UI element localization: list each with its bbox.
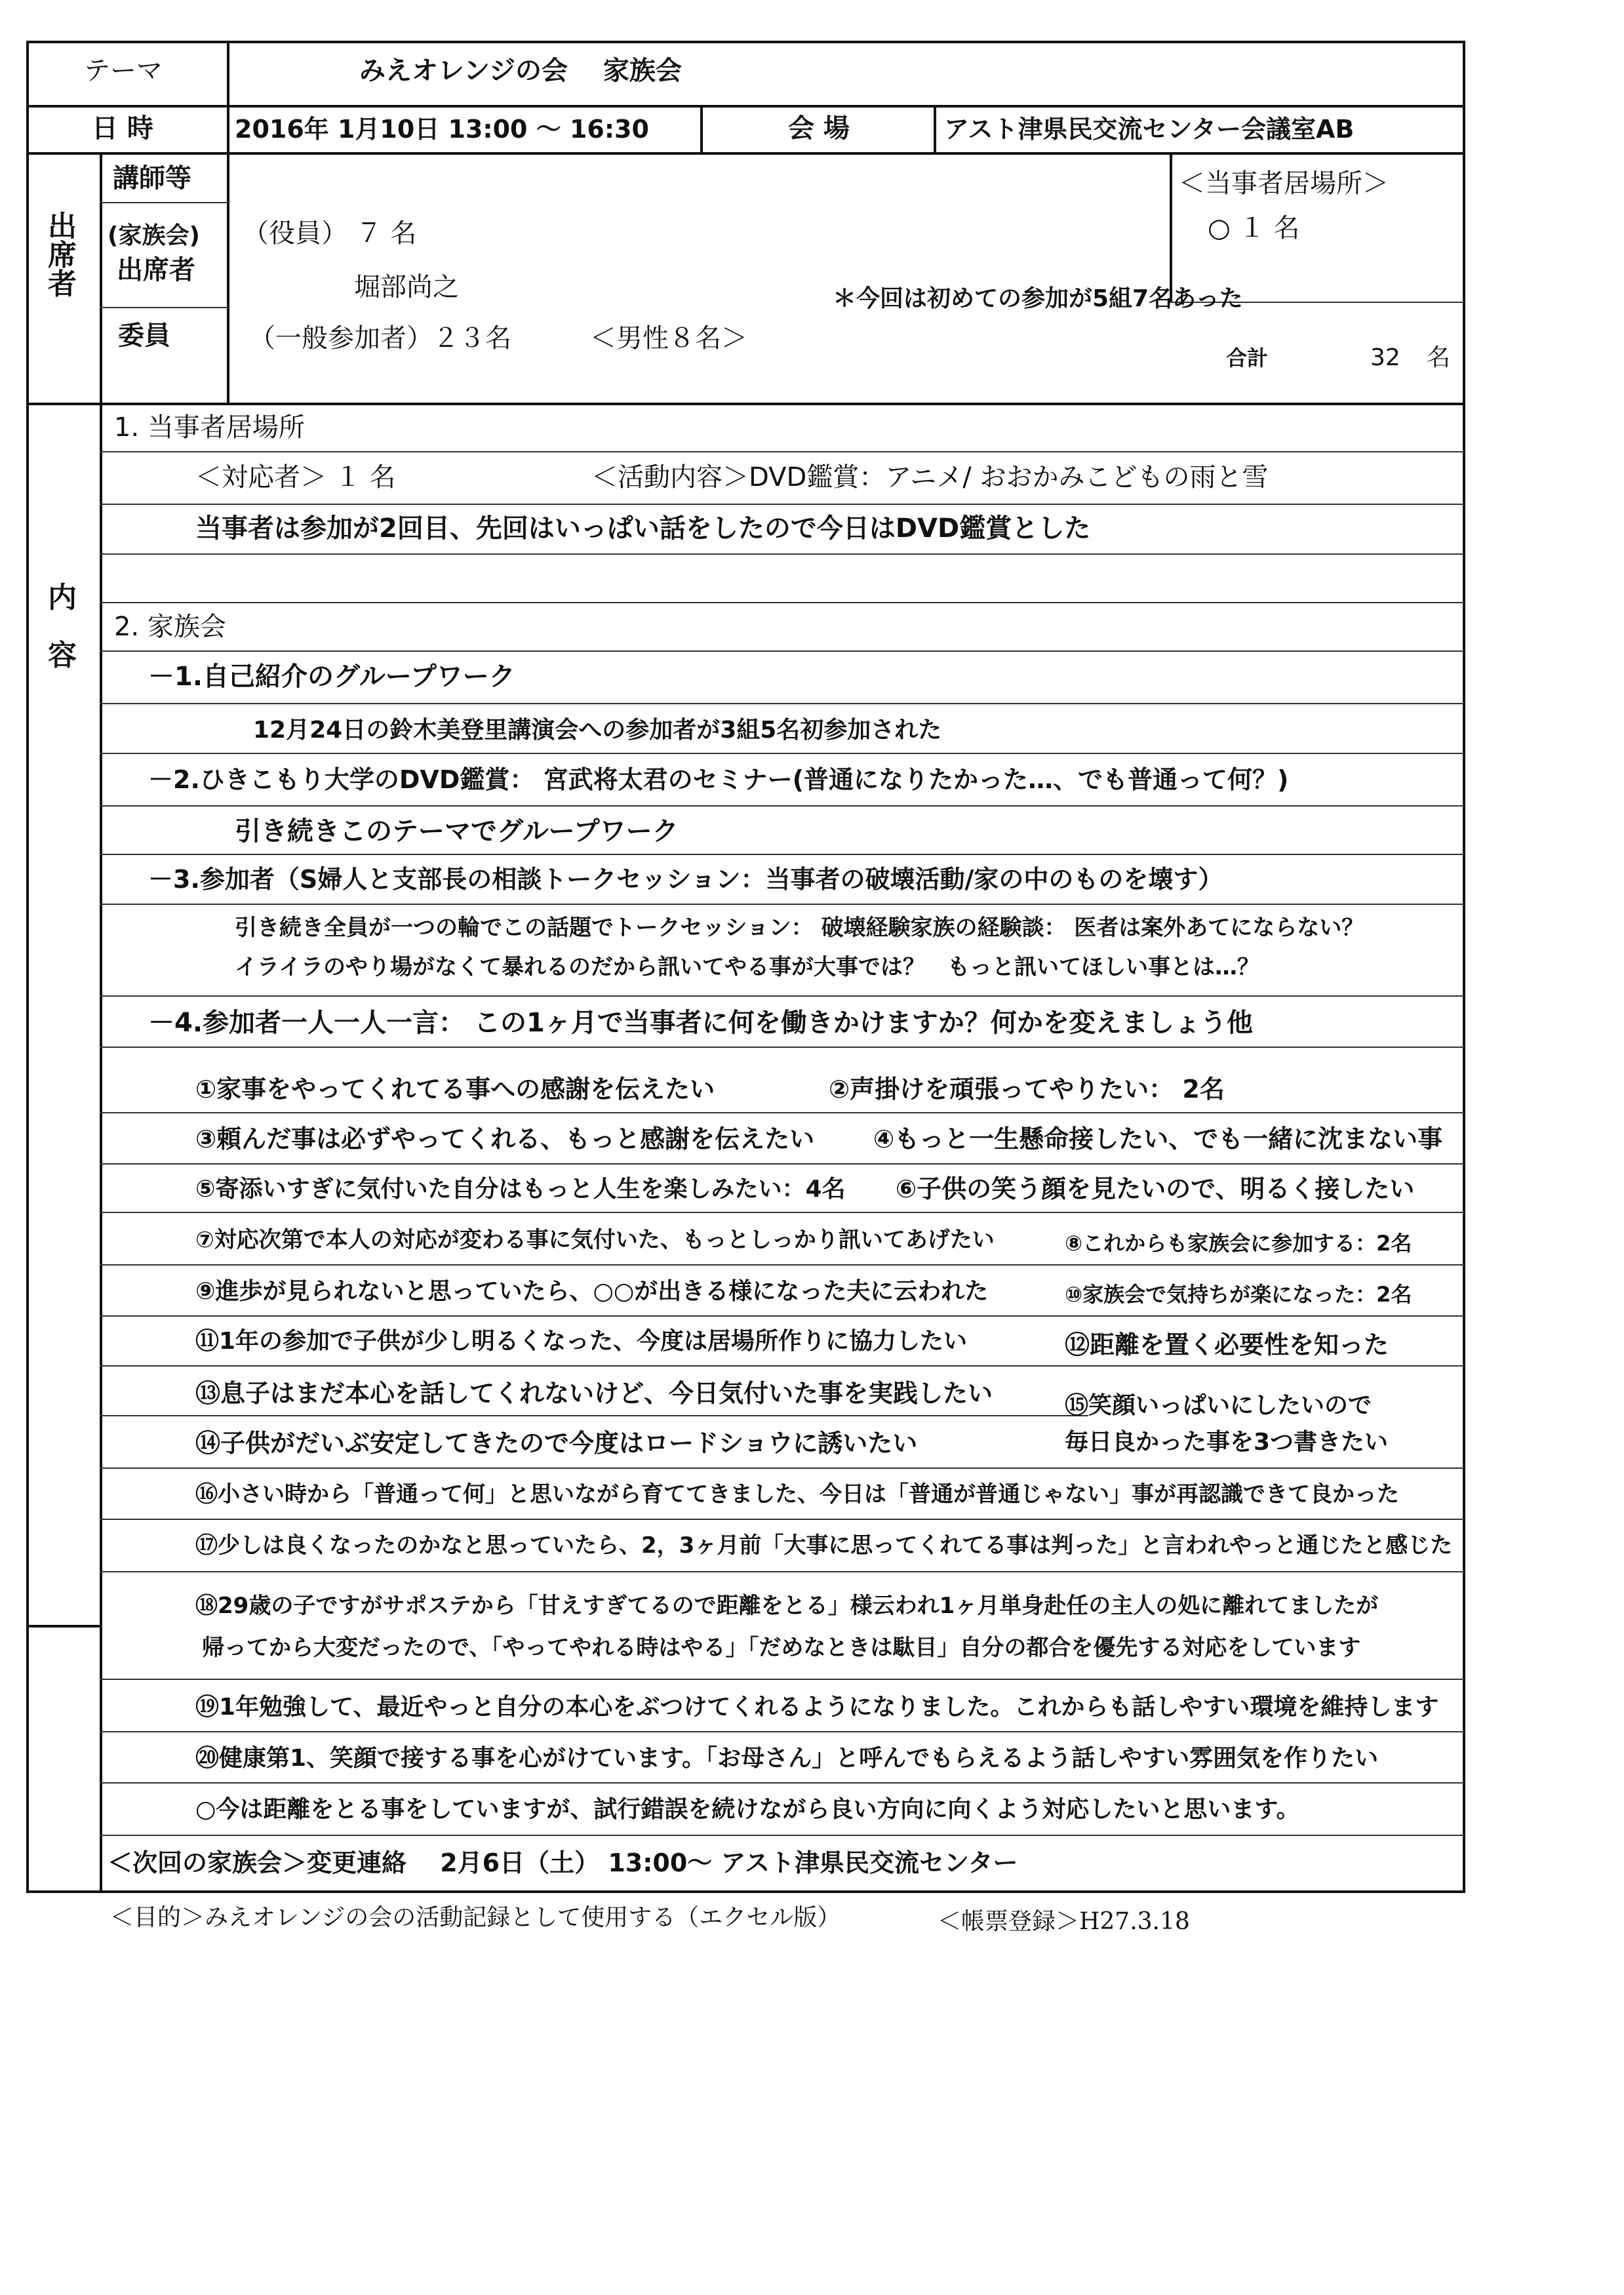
rule bbox=[100, 1212, 1465, 1213]
activity-content: ＜活動内容＞DVD鑑賞：アニメ/ おおかみこどもの雨と雪 bbox=[591, 462, 1269, 492]
rule bbox=[100, 451, 1465, 452]
comment-18-line-1: ⑱29歳の子ですがサポステから「甘えすぎてるので距離をとる」様云われ1ヶ月単身赴任の主人の処に離れてましたが bbox=[195, 1593, 1379, 1619]
comment-closing: ○今は距離をとる事をしていますが、試行錯誤を続けながら良い方向に向くよう対応したいと思います。 bbox=[195, 1796, 1300, 1823]
rule bbox=[100, 1415, 1088, 1416]
family-label-2: 出席者 bbox=[117, 255, 195, 285]
rule bbox=[700, 105, 703, 152]
item-1-heading: －1.自己紹介のグループワーク bbox=[148, 662, 515, 692]
rule bbox=[100, 1264, 1465, 1266]
comment-20: ⑳健康第1、笑顔で接する事を心がけています。「お母さん」と呼んでもらえるよう話しやすい雰囲気を作りたい bbox=[195, 1745, 1379, 1772]
rule bbox=[100, 1571, 1465, 1572]
comment-5: ⑤寄添いすぎに気付いた自分はもっと人生を楽しみたい：4名 bbox=[195, 1176, 846, 1203]
comment-4: ④もっと一生懸命接したい、でも一緒に沈まない事 bbox=[873, 1125, 1443, 1153]
rule bbox=[100, 1112, 1465, 1113]
rule bbox=[227, 41, 229, 152]
total-value: 32 bbox=[1370, 344, 1400, 371]
general-count: （一般参加者）２３名 bbox=[249, 323, 511, 353]
rule bbox=[100, 1315, 1465, 1317]
officers-count: （役員） ７ 名 bbox=[243, 218, 417, 249]
rule bbox=[100, 904, 1465, 905]
venue-label: 会 場 bbox=[788, 113, 850, 144]
item-4-heading: －4.参加者一人一人一言： この1ヶ月で当事者に何を働きかけますか？何かを変えましょう他 bbox=[148, 1008, 1253, 1038]
rule bbox=[100, 152, 102, 1890]
rule bbox=[100, 1365, 1465, 1367]
rule bbox=[100, 202, 227, 203]
officer-name: 堀部尚之 bbox=[354, 272, 459, 302]
venue-value: アスト津県民交流センター会議室AB bbox=[944, 115, 1355, 144]
ibasho-title: ＜当事者居場所＞ bbox=[1179, 169, 1389, 199]
rule bbox=[100, 1519, 1465, 1520]
theme-value: みえオレンジの会 家族会 bbox=[359, 56, 682, 86]
attendees-section-label: 出 席 者 bbox=[48, 210, 77, 301]
comment-11: ⑪1年の参加で子供が少し明るくなった、今度は居場所作りに協力したい bbox=[195, 1328, 968, 1355]
rule bbox=[100, 650, 1465, 652]
rule bbox=[100, 602, 1465, 603]
rule bbox=[1170, 152, 1172, 303]
rule bbox=[100, 854, 1465, 855]
rule bbox=[934, 105, 936, 152]
ibasho-count: ○ １ 名 bbox=[1208, 213, 1300, 243]
committee-label: 委員 bbox=[118, 321, 170, 351]
rule bbox=[100, 1679, 1465, 1680]
rule bbox=[26, 105, 1465, 108]
item-1-detail: 12月24日の鈴木美登里講演会への参加者が3組5名初参加された bbox=[253, 717, 942, 744]
purpose-note: ＜目的＞みえオレンジの会の活動記録として使用する（エクセル版） bbox=[110, 1904, 841, 1931]
section-family-heading: 2. 家族会 bbox=[114, 612, 226, 642]
comment-9: ⑨進歩が見られないと思っていたら、○○が出きる様になった夫に云われた bbox=[195, 1278, 989, 1305]
rule bbox=[26, 152, 1465, 155]
comment-7: ⑦対応次第で本人の対応が変わる事に気付いた、もっとしっかり訊いてあげたい bbox=[195, 1227, 995, 1253]
rule bbox=[100, 1835, 1465, 1836]
rule bbox=[100, 1782, 1465, 1784]
next-meeting: ＜次回の家族会＞変更連絡 2月6日（土） 13:00～ アスト津県民交流センター bbox=[108, 1848, 1018, 1877]
comment-19: ⑲1年勉強して、最近やっと自分の本心をぶつけてくれるようになりました。これからも話しやすい環境を維持します bbox=[195, 1694, 1439, 1721]
total-unit: 名 bbox=[1427, 344, 1451, 371]
rule bbox=[100, 995, 1465, 997]
rule bbox=[227, 152, 229, 403]
border-left bbox=[26, 41, 29, 1893]
comment-13: ⑬息子はまだ本心を話してくれないけど、今日気付いた事を実践したい bbox=[195, 1379, 993, 1408]
border-bottom bbox=[26, 1890, 1465, 1893]
comment-1: ①家事をやってくれてる事への感謝を伝えたい bbox=[195, 1075, 715, 1104]
comment-8: ⑧これからも家族会に参加する：2名 bbox=[1065, 1231, 1412, 1256]
rule bbox=[100, 553, 1465, 555]
total-label: 合計 bbox=[1226, 346, 1269, 370]
comment-18-line-2: 帰ってから大変だったので、「やってやれる時はやる」「だめなときは駄目」自分の都合を優先する対応をしています bbox=[202, 1635, 1361, 1661]
section-ibasho-heading: 1. 当事者居場所 bbox=[114, 412, 305, 443]
item-3-heading: －3.参加者（S婦人と支部長の相談トークセッション：当事者の破壊活動/家の中のものを壊す） bbox=[148, 865, 1223, 894]
datetime-value: 2016年 1月10日 13:00 ～ 16:30 bbox=[235, 115, 649, 144]
rule bbox=[100, 1163, 1465, 1165]
comment-15-line-2: 毎日良かった事を3つ書きたい bbox=[1065, 1429, 1389, 1456]
rule bbox=[100, 504, 1465, 505]
comment-17: ⑰少しは良くなったのかなと思っていたら、2，3ヶ月前「大事に思ってくれてる事は判った」と言われやっと通じたと感じた bbox=[195, 1532, 1453, 1559]
rule bbox=[100, 753, 1465, 754]
item-3-detail-1: 引き続き全員が一つの輪でこの話題でトークセッション： 破壊経験家族の経験談： 医者は案外あてにならない？ bbox=[235, 915, 1364, 941]
content-section-label: 内 容 bbox=[48, 581, 77, 672]
male-count: ＜男性８名＞ bbox=[590, 323, 747, 353]
record-form bbox=[26, 41, 1465, 1893]
comment-10: ⑩家族会で気持ちが楽になった：2名 bbox=[1065, 1282, 1412, 1307]
comment-12: ⑫距離を置く必要性を知った bbox=[1065, 1330, 1389, 1359]
rule bbox=[100, 1467, 1465, 1469]
rule bbox=[26, 403, 1465, 405]
comment-15-line-1: ⑮笑顔いっぱいにしたいので bbox=[1065, 1392, 1372, 1419]
responder-count: ＜対応者＞ １ 名 bbox=[195, 462, 396, 492]
registration-note: ＜帳票登録＞H27.3.18 bbox=[938, 1908, 1190, 1935]
comment-6: ⑥子供の笑う顔を見たいので、明るく接したい bbox=[896, 1174, 1415, 1203]
ibasho-note: 当事者は参加が2回目、先回はいっぱい話をしたので今日はDVD鑑賞とした bbox=[195, 513, 1091, 544]
border-top bbox=[26, 41, 1465, 43]
comment-14: ⑭子供がだいぶ安定してきたので今度はロードショウに誘いたい bbox=[195, 1429, 918, 1458]
datetime-label: 日 時 bbox=[92, 113, 153, 144]
item-2-heading: －2.ひきこもり大学のDVD鑑賞： 宮武将太君のセミナー(普通になりたかった…、でも普通って何？) bbox=[148, 765, 1289, 794]
comment-16: ⑯小さい時から「普通って何」と思いながら育ててきました、今日は「普通が普通じゃない」事が再認識できて良かった bbox=[195, 1481, 1399, 1507]
rule bbox=[100, 805, 1465, 807]
first-time-note: ＊今回は初めての参加が5組7名あった bbox=[833, 285, 1243, 312]
item-3-detail-2: イライラのやり場がなくて暴れるのだから訊いてやる事が大事では？ もっと訊いてほしい事とは…？ bbox=[235, 954, 1259, 980]
family-label-1: (家族会) bbox=[108, 222, 200, 249]
theme-label: テーマ bbox=[84, 56, 163, 86]
rule bbox=[100, 703, 1465, 704]
rule bbox=[100, 1731, 1465, 1732]
border-right bbox=[1463, 41, 1465, 1893]
comment-3: ③頼んだ事は必ずやってくれる、もっと感謝を伝えたい bbox=[195, 1125, 815, 1153]
item-2-detail: 引き続きこのテーマでグループワーク bbox=[235, 816, 679, 847]
rule bbox=[100, 1047, 1465, 1048]
comment-2: ②声掛けを頑張ってやりたい： 2名 bbox=[829, 1075, 1225, 1104]
lecturer-label: 講師等 bbox=[113, 163, 191, 193]
rule bbox=[100, 307, 227, 308]
rule bbox=[26, 1625, 101, 1627]
